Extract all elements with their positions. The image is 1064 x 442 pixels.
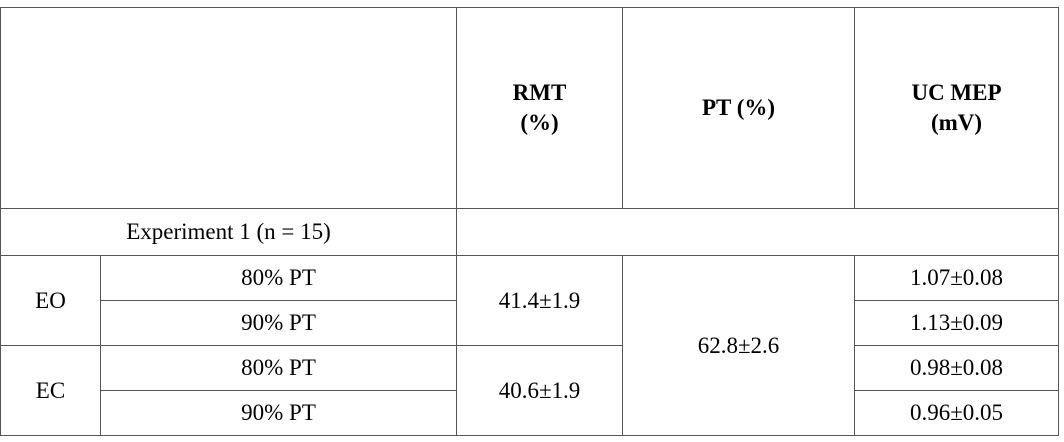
- group-label-eo: EO: [1, 256, 101, 346]
- rmt-value-eo: 41.4±1.9: [457, 256, 623, 346]
- condition-label: 90% PT: [101, 391, 457, 436]
- table-row: [1, 346, 1059, 391]
- header-pt: PT (%): [623, 8, 855, 209]
- mep-value: 1.13±0.09: [855, 301, 1059, 346]
- section-blank-cell: [457, 209, 1059, 256]
- header-rmt-line1: RMT: [512, 80, 567, 106]
- mep-value: 1.07±0.08: [855, 256, 1059, 301]
- condition-label: 80% PT: [101, 346, 457, 391]
- results-table: [0, 7, 1059, 436]
- group-label-ec: EC: [1, 346, 101, 436]
- header-mep-line1: UC MEP: [911, 80, 1002, 106]
- section-row: [1, 209, 1059, 256]
- header-blank-cell: [1, 8, 457, 209]
- header-uc-mep: [855, 8, 1059, 209]
- header-mep-line2: (mV): [930, 110, 983, 135]
- header-rmt: [457, 8, 623, 209]
- mep-value: 0.98±0.08: [855, 346, 1059, 391]
- header-rmt-line2: (%): [520, 110, 559, 135]
- pt-value: 62.8±2.6: [623, 256, 855, 436]
- section-label: Experiment 1 (n = 15): [1, 209, 457, 256]
- mep-value: 0.96±0.05: [855, 391, 1059, 436]
- table-row: [1, 256, 1059, 301]
- condition-label: 80% PT: [101, 256, 457, 301]
- rmt-value-ec: 40.6±1.9: [457, 346, 623, 436]
- condition-label: 90% PT: [101, 301, 457, 346]
- header-row: [1, 8, 1059, 209]
